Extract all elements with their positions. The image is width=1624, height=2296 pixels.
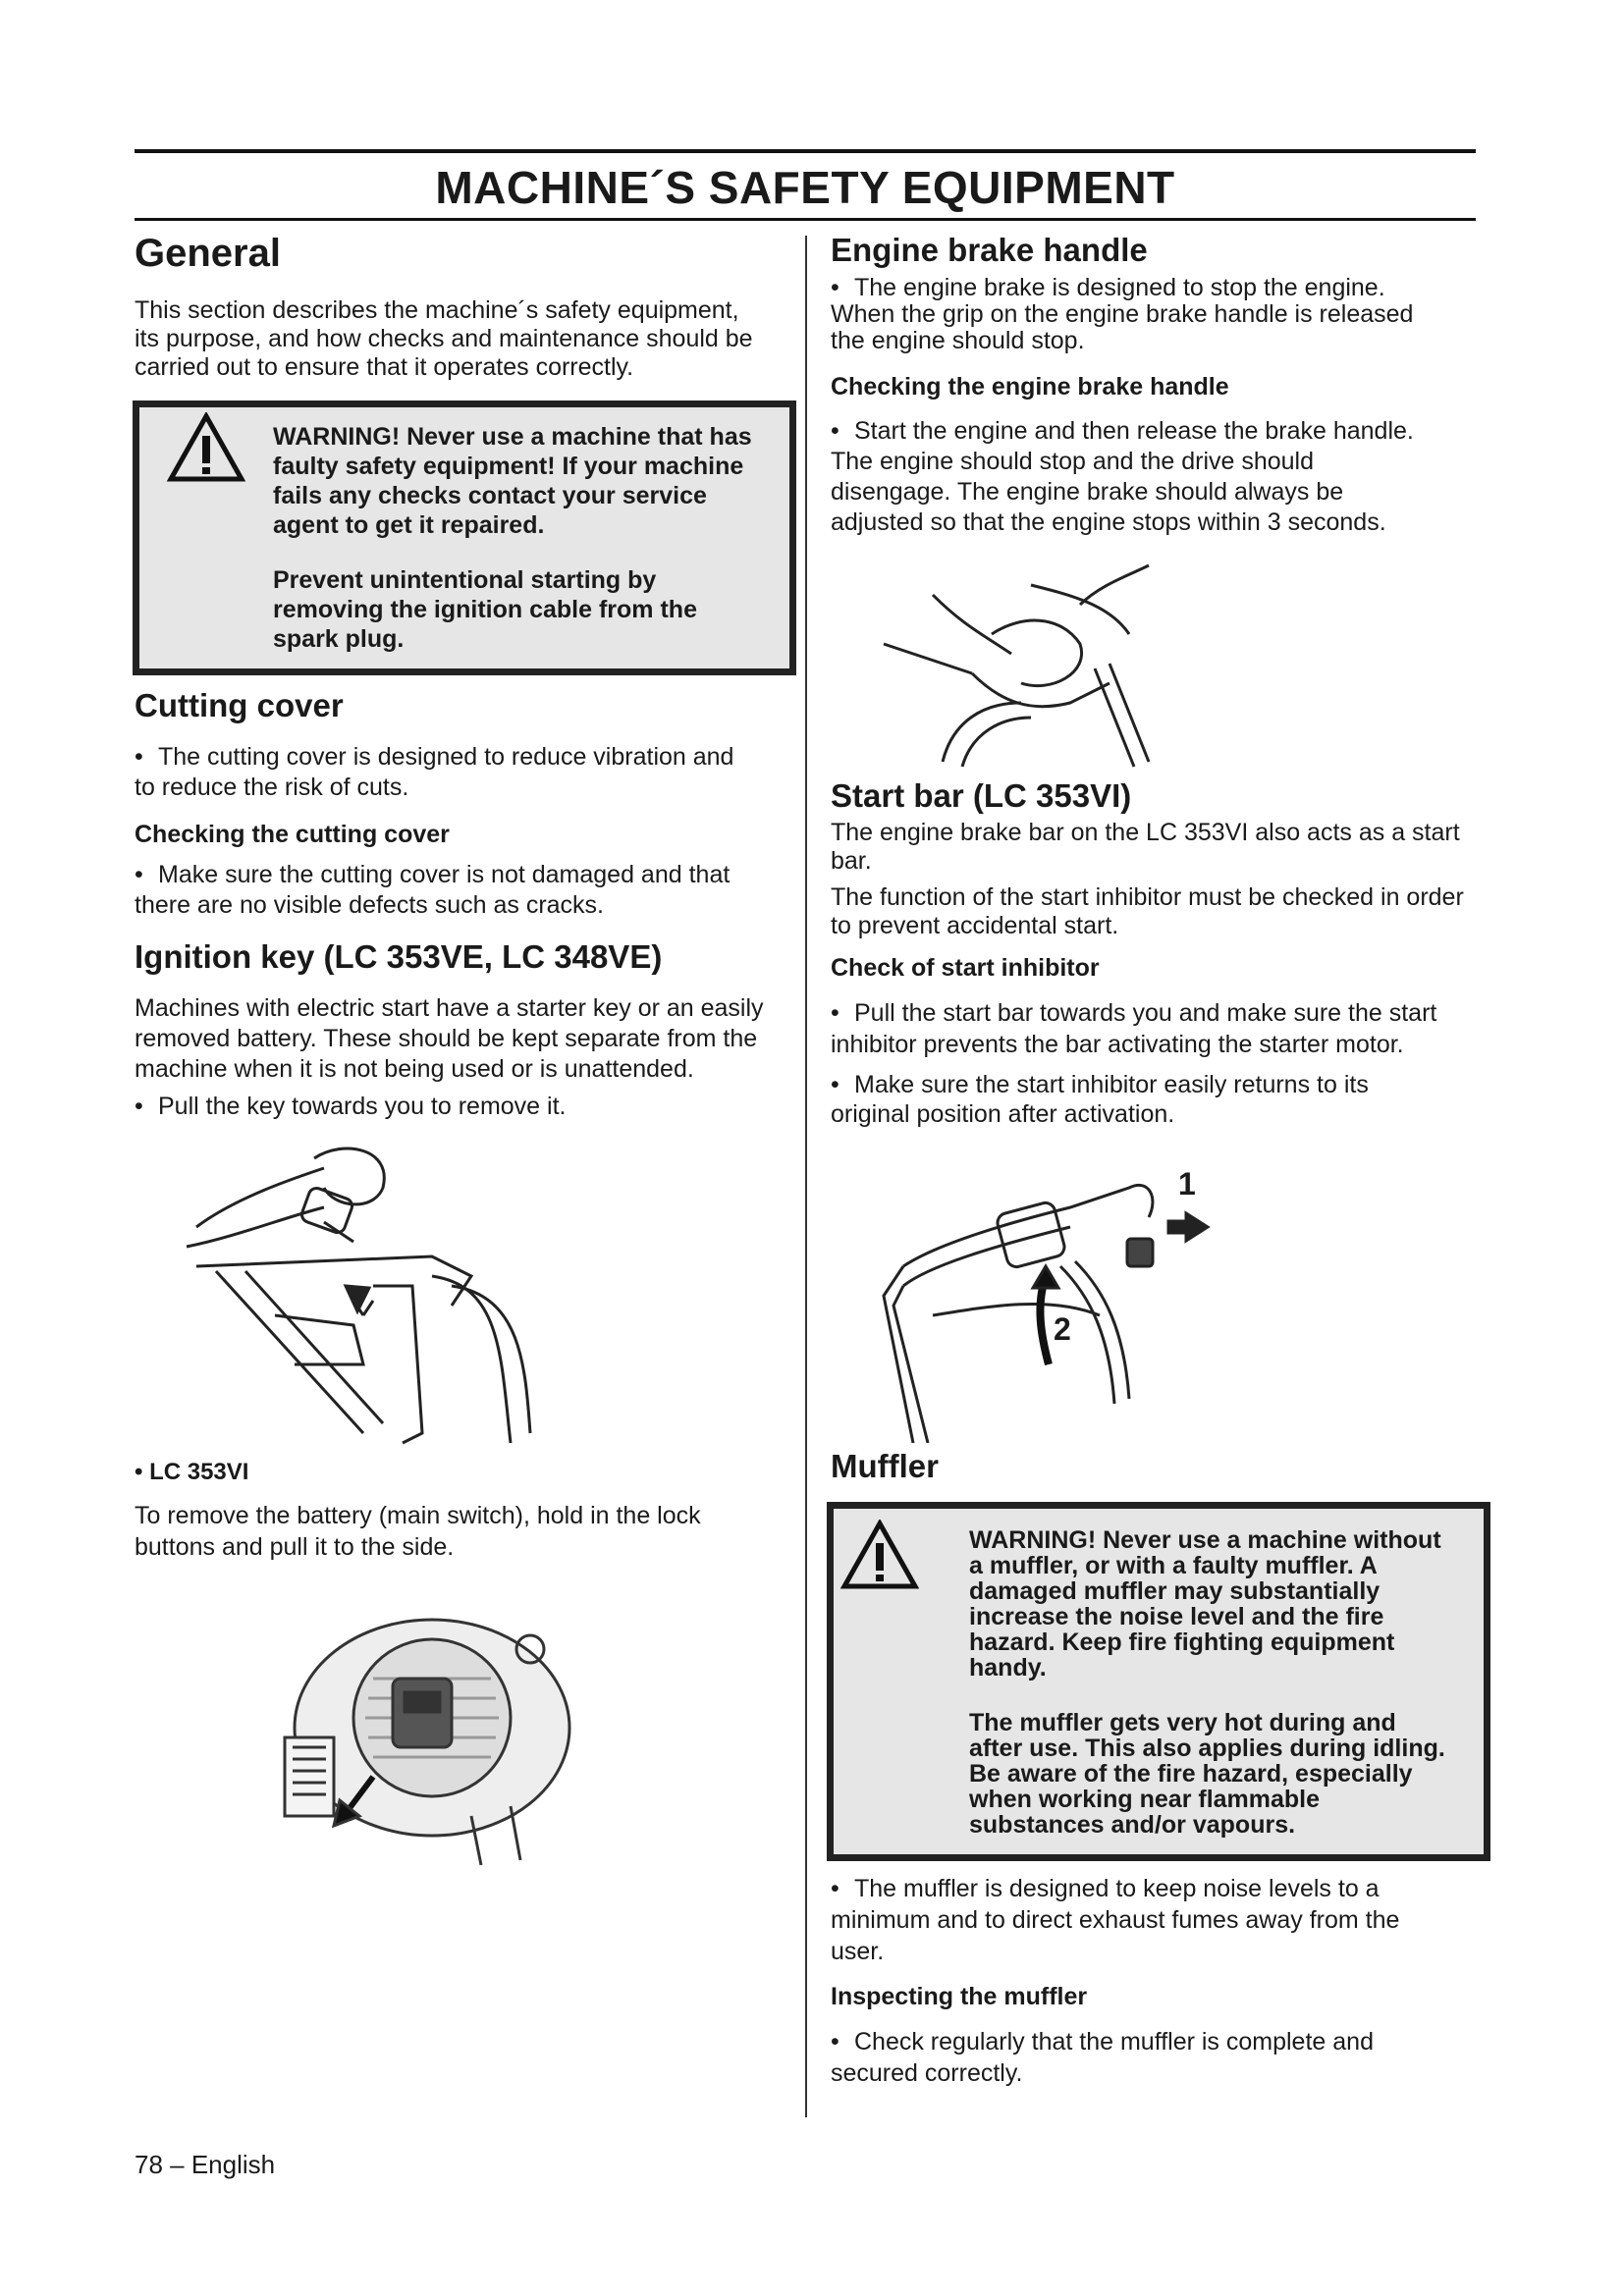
checking-engine-brake-bullet: • Start the engine and then release the brake handle. The engine should stop and the drive should disengage. The engine brake should always be adjusted so that the engine stops within 3 seconds. [831, 417, 1414, 536]
inspecting-muffler-bullet: • Check regularly that the muffler is complete and secured correctly. [831, 2028, 1374, 2087]
warning1-para2: Prevent unintentional starting by removing the ignition cable from the spark plug. [273, 566, 697, 653]
page-title: MACHINE´S SAFETY EQUIPMENT [435, 162, 1175, 213]
start-bar-text1: The engine brake bar on the LC 353VI also acts as a start bar. [831, 819, 1460, 875]
muffler-heading: Muffler [831, 1448, 939, 1484]
warning-triangle-icon [840, 1520, 919, 1590]
checking-cutting-cover-bullet: • Make sure the cutting cover is not damaged and that there are no visible defects such as cracks. [135, 861, 731, 919]
ignition-key-heading: Ignition key (LC 353VE, LC 348VE) [135, 938, 663, 975]
title-underline [135, 218, 1476, 221]
general-heading: General [135, 232, 281, 275]
muffler-bullet: • The muffler is designed to keep noise levels to a minimum and to direct exhaust fumes away from the user. [831, 1875, 1400, 1965]
checking-cutting-cover-heading: Checking the cutting cover [135, 821, 450, 848]
lc353vi-text: To remove the battery (main switch), hold in the lock buttons and pull it to the side. [135, 1502, 701, 1561]
start-inhibitor-bullet2: • Make sure the start inhibitor easily returns to its original position after activation. [831, 1071, 1369, 1128]
callout-1: 1 [1178, 1166, 1196, 1201]
checking-engine-brake-heading: Checking the engine brake handle [831, 373, 1229, 400]
warning1-para1: WARNING! Never use a machine that has faulty safety equipment! If your machine fails any checks contact your service agent to get it repaired. [273, 423, 752, 539]
ignition-key-bullet: • Pull the key towards you to remove it. [135, 1093, 567, 1120]
warning-triangle-icon [167, 412, 245, 483]
inspecting-muffler-heading: Inspecting the muffler [831, 1983, 1088, 2010]
start-bar-heading: Start bar (LC 353VI) [831, 777, 1132, 814]
engine-brake-illustration [874, 546, 1188, 772]
muffler-warning-para1: WARNING! Never use a machine without a muffler, or with a faulty muffler. A damaged muffler may substantially increase the noise level and the fire hazard. Keep fire fighting equipment handy. [969, 1526, 1441, 1682]
ignition-key-text: Machines with electric start have a starter key or an easily removed battery. These should be kept separate from the machine when it is not being used or is unattended. [135, 994, 764, 1083]
check-start-inhibitor-heading: Check of start inhibitor [831, 954, 1100, 982]
engine-brake-heading: Engine brake handle [831, 232, 1148, 268]
top-rule [135, 149, 1476, 153]
engine-brake-bullet: • The engine brake is designed to stop the engine. When the grip on the engine brake handle is released the engine should stop. [831, 274, 1414, 354]
cutting-cover-heading: Cutting cover [135, 687, 344, 723]
ignition-key-illustration [177, 1139, 569, 1463]
battery-illustration [275, 1590, 589, 1875]
callout-2: 2 [1054, 1311, 1071, 1347]
cutting-cover-bullet: • The cutting cover is designed to reduce vibration and to reduce the risk of cuts. [135, 743, 734, 801]
start-bar-text2: The function of the start inhibitor must be checked in order to prevent accidental start. [831, 883, 1464, 939]
muffler-warning-para2: The muffler gets very hot during and after use. This also applies during idling. Be aware of the fire hazard, especially when working near flammable substances and/or vapours. [969, 1709, 1445, 1839]
page-footer: 78 – English [135, 2150, 276, 2179]
start-inhibitor-bullet1: • Pull the start bar towards you and make sure the start inhibitor prevents the bar activating the starter motor. [831, 999, 1437, 1058]
lc353vi-label: • LC 353VI [135, 1459, 249, 1485]
general-text: This section describes the machine´s safety equipment, its purpose, and how checks and maintenance should be carried out to ensure that it operates correctly. [135, 296, 753, 381]
column-divider [805, 236, 807, 2117]
